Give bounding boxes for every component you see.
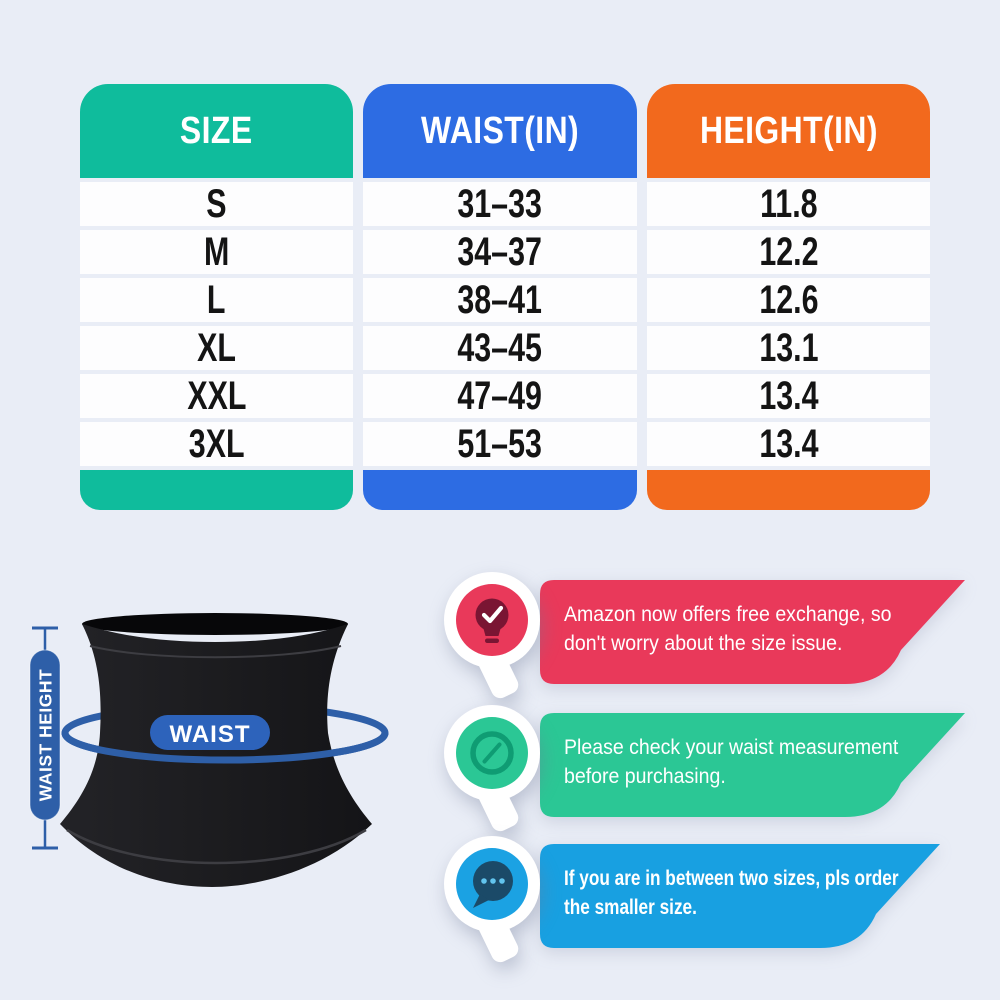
waist-label-pill [150,715,270,750]
table-cell: 13.4 [647,422,930,466]
table-cell: M [80,230,353,274]
table-cell: 51–53 [363,422,637,466]
chat-icon [432,824,562,974]
table-cell: 47–49 [363,374,637,418]
lightbulb-check-icon [432,560,562,710]
column-header-size: SIZE [80,84,353,178]
table-cell: 12.2 [647,230,930,274]
table-cell: S [80,182,353,226]
column-footer-height [647,470,930,510]
clock-icon [432,693,562,843]
table-cell: 34–37 [363,230,637,274]
column-header-height: HEIGHT(IN) [647,84,930,178]
table-cell: 13.1 [647,326,930,370]
waist-label-text: WAIST [169,721,251,748]
waist-trainer-illustration [10,598,450,898]
table-column-height [647,84,930,510]
table-cell: 38–41 [363,278,637,322]
table-column-size [80,84,353,510]
table-cell: XXL [80,374,353,418]
height-label-text: WAIST HEIGHT [35,668,56,802]
column-header-waist: WAIST(IN) [363,84,637,178]
size-table [80,84,930,510]
callout-between-sizes [432,824,992,984]
table-cell: 43–45 [363,326,637,370]
column-footer-size [80,470,353,510]
table-cell: 12.6 [647,278,930,322]
table-column-waist [363,84,637,510]
callout-text: Please check your waist measurement before purchasing. [564,736,899,788]
table-cell: XL [80,326,353,370]
callout-text: If you are in between two sizes, pls order the smaller size. [564,866,899,919]
callout-text: Amazon now offers free exchange, so don't worry about the size issue. [564,603,892,655]
table-cell: L [80,278,353,322]
column-footer-waist [363,470,637,510]
table-cell: 11.8 [647,182,930,226]
table-cell: 13.4 [647,374,930,418]
table-cell: 3XL [80,422,353,466]
height-label-capsule [30,650,60,820]
table-cell: 31–33 [363,182,637,226]
